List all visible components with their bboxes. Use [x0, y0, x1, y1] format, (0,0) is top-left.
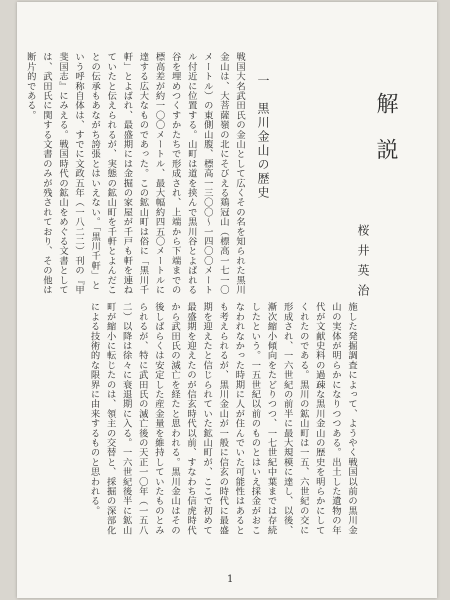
page-number: 1: [227, 574, 234, 585]
body-paragraph-lower: 施した発掘調査によって、ようやく戦国以前の黒川金山の実体が明らかになりつつある。出土した遺物の年代が文献史料の過疎な黒川金山の歴史を明らかにしてくれたのである。黒川の鉱山町は一五、六世紀の交に形成され、一六世紀の前半に最大規模に達し、以後、漸次縮小傾向をたどりつつ、一七世紀中葉までは存続したという。一五世紀以前のものとはいえ採金がおこなわれなかった時期に人が住んでいた可能性はあるとも考えられるが、黒川金山が一般に信玄の時代に最盛期を迎えたと信じられていた鉱山町が、ここで初めて最盛期を迎えたのが信玄時代以前、すなわち信虎時代から武田氏の滅亡を経たと思われる。黒川金山はその後しばらくは安定した産金量を維持していたものとみられるが、特に武田氏の滅亡後の天正一〇年（一五八二）以降は徐々に衰退期に入る。一六世紀後半に鉱山町が縮小に転じたのは、領主の交替と、採掘の深部化による技術的な限界に由来するものと思われる。: [88, 302, 357, 535]
body-paragraph-upper: 戦国大名武田氏の金山として広くその名を知られた黒川金山は、大菩薩嶺の北にそびえる鶏冠山（標高一七一〇メートル）の東側山腹、標高一三〇〇〜一四〇〇メートル付近に位置する。山町は道を挟んで黒川谷とよばれる谷を埋めつくすかたちで形成され、上端から下端までの標高差が約一〇〇メートル、最大幅約四五〇メートルに達する広大なものであった。この鉱山町は俗に「黒川千軒」とよばれ、最盛期には金掘の家屋が千戸も軒を連ねていたと伝えられるが、実態の鉱山町を千軒とよんだことの伝承もあながち誇張とはいえない。「黒川千軒」という呼称自体は、すでに文政五年（一八二二）刊の『甲斐国志』にみえる。戦国時代の鉱山をめぐる文書としては、武田氏に関する文書のみが残されており、その他は断片的である。: [24, 52, 245, 295]
document-page: [17, 2, 437, 598]
document-title: 解説: [373, 92, 398, 184]
author-name: 桜井英治: [356, 224, 370, 304]
section-heading: 一 黒川金山の歴史: [256, 74, 270, 200]
